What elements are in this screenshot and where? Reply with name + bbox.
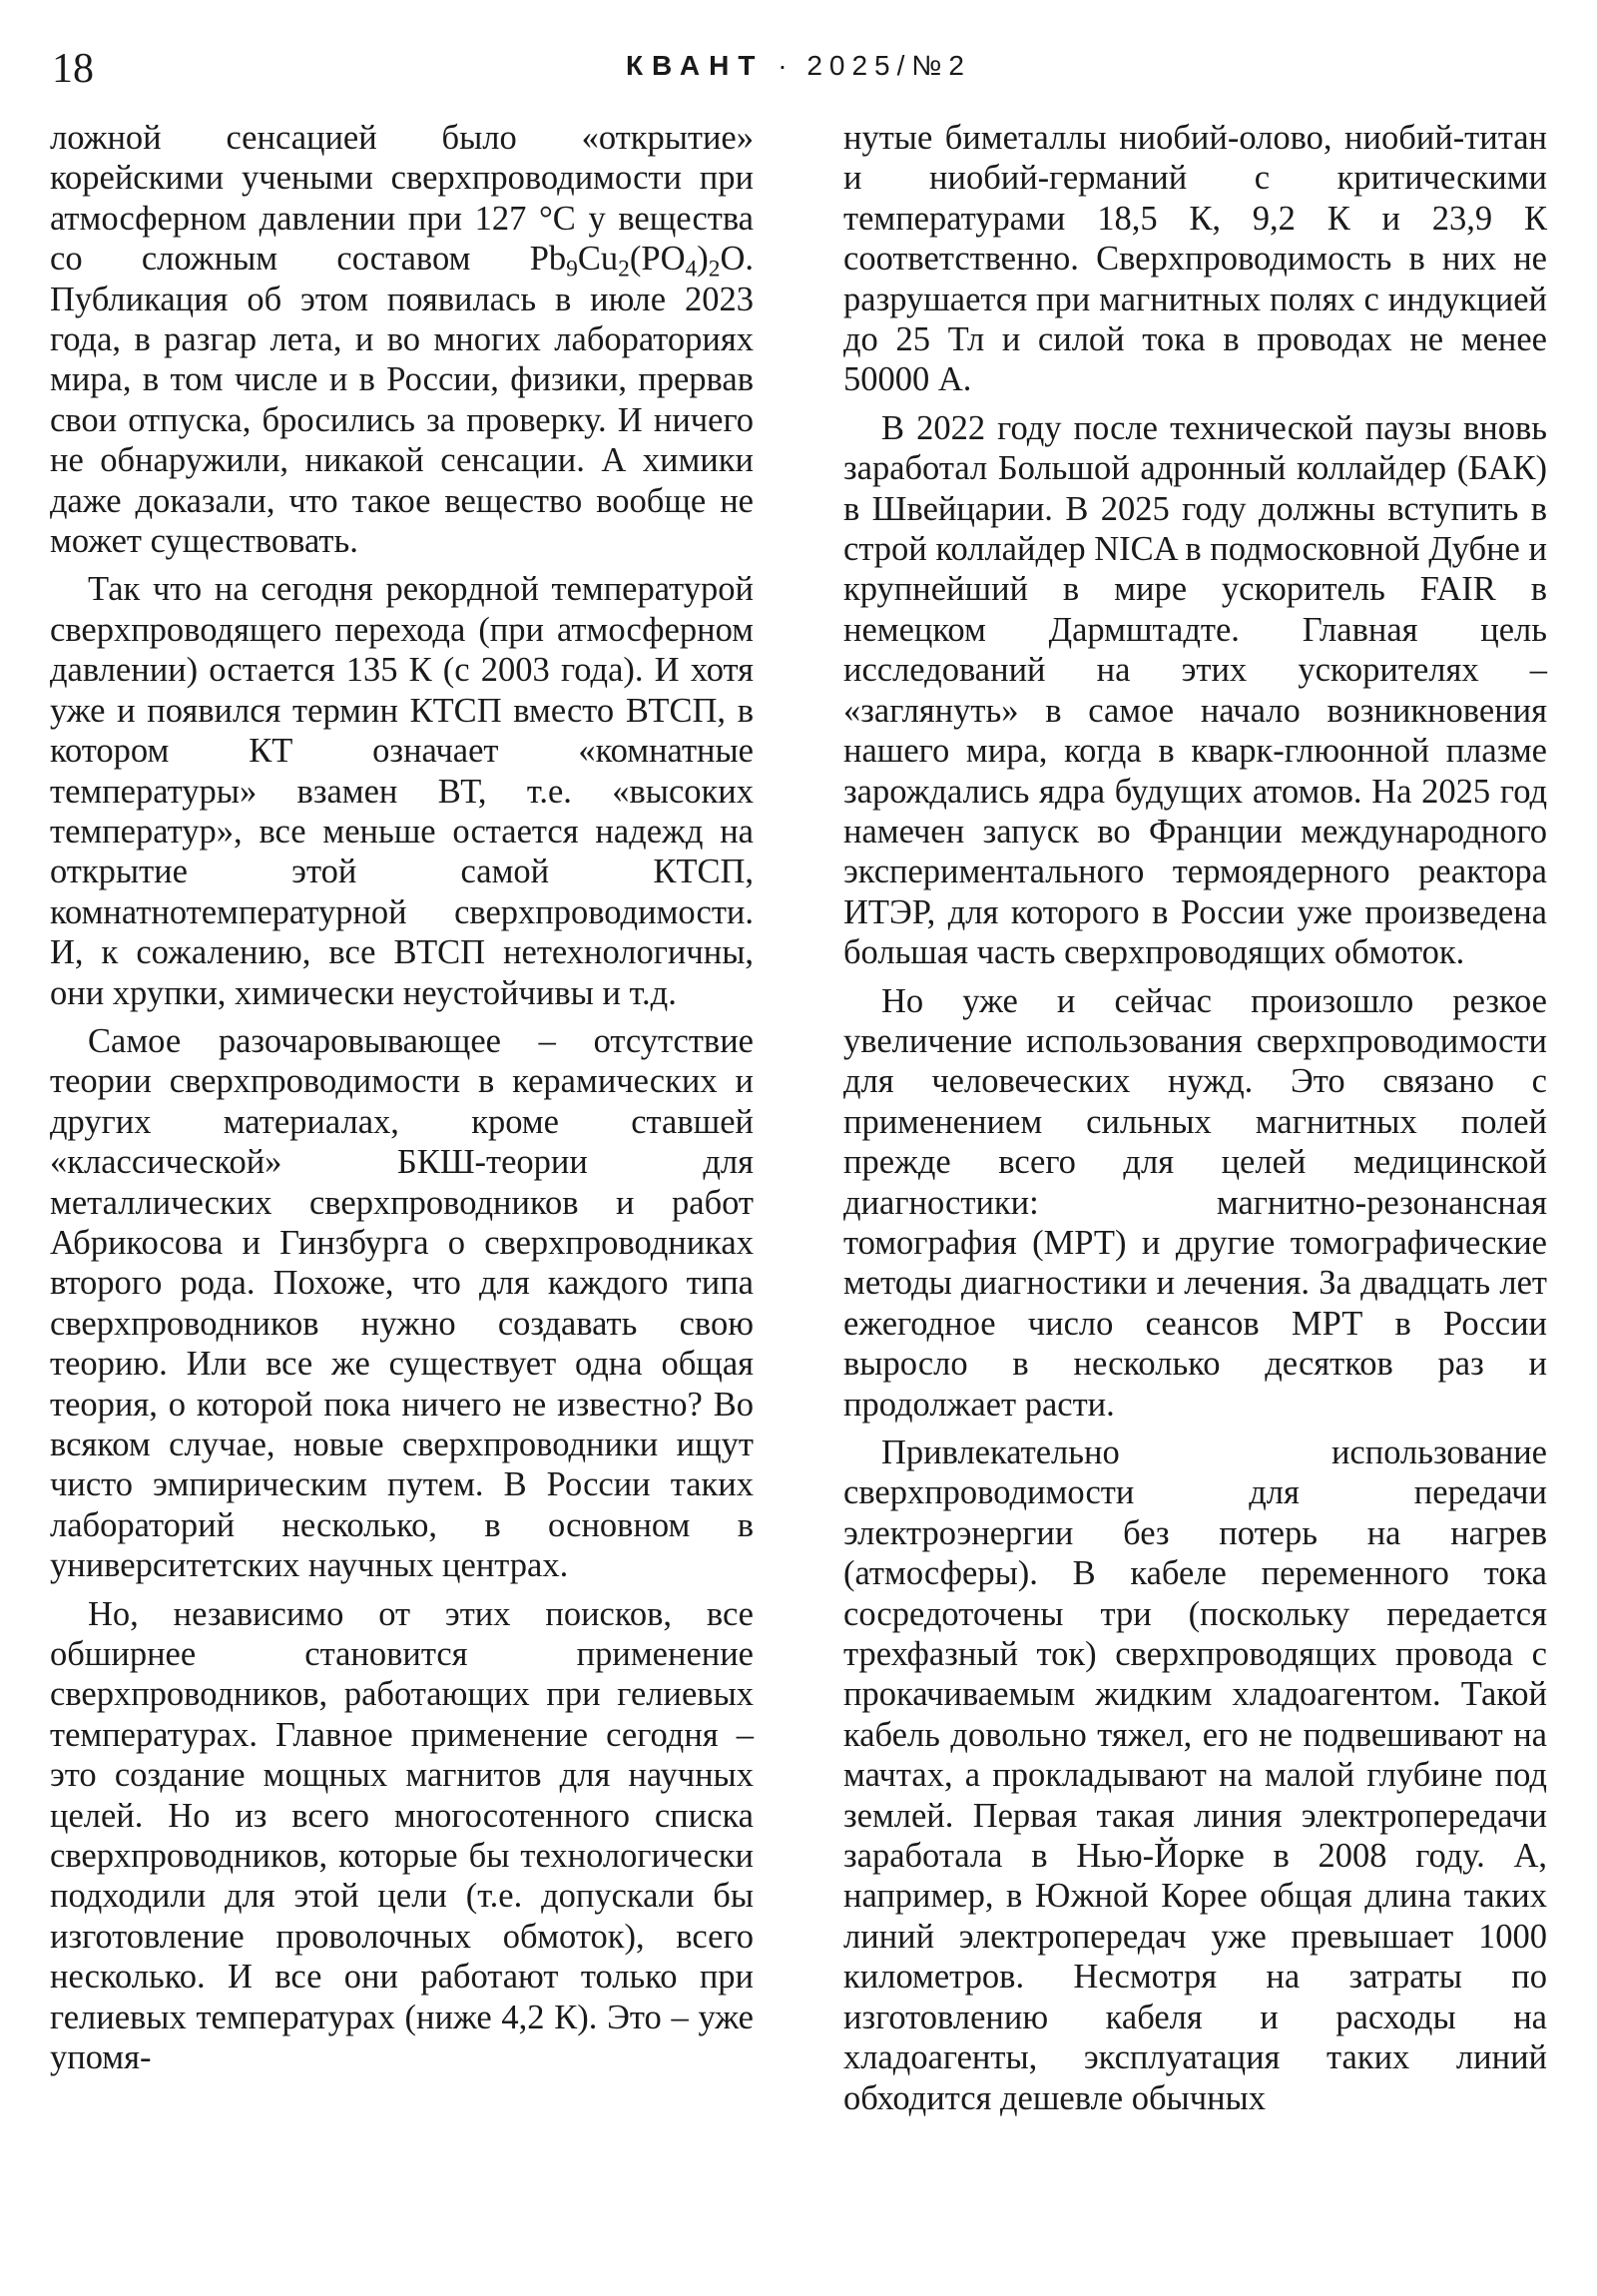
paragraph: нутые биметаллы ниобий-олово, ниобий-титан и ниобий-германий с критическими температурами 18,5 К, 9,2 К и 23,9 К соответственно. Сверхпроводимость в них не разрушается при магнитных полях с индукцией до 25 Тл и силой тока в проводах не менее 50000 А. [843, 119, 1547, 399]
paragraph: Самое разочаровывающее – отсутствие теории сверхпроводимости в керамических и других материалах, кроме ставшей «классической» БКШ-теории для металлических сверхпроводников и работ Абрикосова и Гинзбурга о сверхпроводниках второго рода. Похоже, что для каждого типа сверхпроводников нужно создавать свою теорию. Или все же существует одна общая теория, о которой пока ничего не известно? Во всяком случае, новые сверхпроводники ищут чисто эмпирическим путем. В России таких лабораторий несколько, в основном в университетских научных центрах. [50, 1021, 754, 1585]
journal-title: КВАНТ [625, 50, 765, 81]
right-column [843, 118, 1547, 2118]
paragraph: Но, независимо от этих поисков, все обширнее становится применение сверхпроводников, работающих при гелиевых температурах. Главное применение сегодня – это создание мощных магнитов для научных целей. Но из всего многосотенного списка сверхпроводников, которые бы технологически подходили для этой цели (т.е. допускали бы изготовление проволочных обмоток), всего несколько. И все они работают только при гелиевых температурах (ниже 4,2 К). Это – уже упомя- [50, 1594, 754, 2077]
paragraph: Но уже и сейчас произошло резкое увеличение использования сверхпроводимости для человеческих нужд. Это связано с применением сильных магнитных полей прежде всего для целей медицинской диагностики: магнитно-резонансная томография (МРТ) и другие томографические методы диагностики и лечения. За двадцать лет ежегодное число сеансов МРТ в России выросло в несколько десятков раз и продолжает расти. [843, 981, 1547, 1424]
page-number: 18 [52, 46, 94, 92]
paragraph: Привлекательно использование сверхпроводимости для передачи электроэнергии без потерь на нагрев (атмосферы). В кабеле переменного тока сосредоточены три (поскольку передается трехфазный ток) сверхпроводящих провода с прокачиваемым жидким хладоагентом. Такой кабель довольно тяжел, его не подвешивают на мачтах, а прокладывают на малой глубине под землей. Первая такая линия электропередачи заработала в Нью-Йорке в 2008 году. А, например, в Южной Корее общая длина таких линий электропередач уже превышает 1000 километров. Несмотря на затраты по изготовлению кабеля и расходы на хладоагенты, эксплуатация таких линий обходится дешевле обычных [843, 1434, 1547, 2117]
paragraph: ложной сенсацией было «открытие» корейскими учеными сверхпроводимости при атмосферном давлении при 127 °С у вещества со сложным составом $Pb_9Cu_2(PO_4)_2O$. Публикация об этом появилась в июле 2023 года, в разгар лета, и во многих лабораториях мира, в том числе и в России, физики, прервав свои отпуска, бросились за проверку. И ничего не обнаружили, никакой сенсации. А химики даже доказали, что такое вещество вообще не может существовать. [50, 119, 754, 561]
issue-number: 2025/№2 [806, 50, 972, 81]
paragraph: Так что на сегодня рекордной температурой сверхпроводящего перехода (при атмосферном давлении) остается 135 К (с 2003 года). И хотя уже и появился термин КТСП вместо ВТСП, в котором КТ означает «комнатные температуры» взамен ВТ, т.е. «высоких температур», все меньше остается надежд на открытие этой самой КТСП, комнатнотемпературной сверхпроводимости. И, к сожалению, все ВТСП нетехнологичны, они хрупки, химически неустойчивы и т.д. [50, 570, 754, 1012]
running-head [0, 48, 1597, 84]
paragraph: В 2022 году после технической паузы вновь заработал Большой адронный коллайдер (БАК) в Швейцарии. В 2025 году должны вступить в строй коллайдер NICA в подмосковной Дубне и крупнейший в мире ускоритель FAIR в немецком Дармштадте. Главная цель исследований на этих ускорителях – «заглянуть» в самое начало возникновения нашего мира, когда в кварк-глюонной плазме зарождались ядра будущих атомов. На 2025 год намечен запуск во Франции международного экспериментального термоядерного реактора ИТЭР, для которого в России уже произведена большая часть сверхпроводящих обмоток. [843, 408, 1547, 972]
left-column [50, 118, 754, 2078]
header-separator: · [778, 50, 794, 81]
